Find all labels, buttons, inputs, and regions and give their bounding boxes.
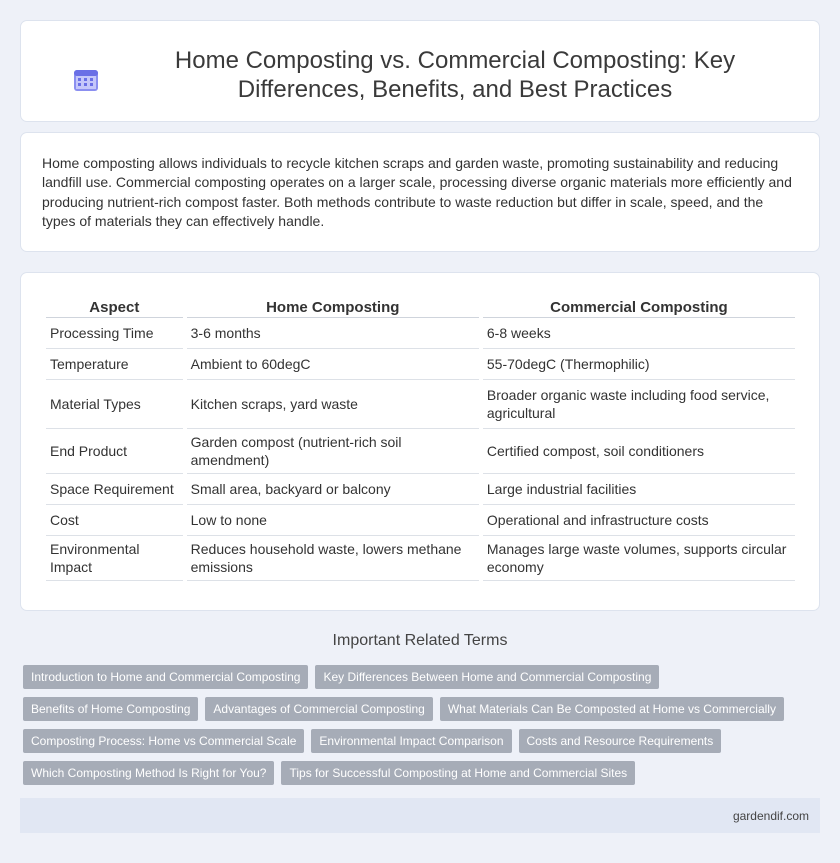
related-tags-row [23,665,659,689]
table-cell: Environmental Impact [46,536,183,581]
table-cell: Reduces household waste, lowers methane emissions [187,536,479,581]
table-cell: Ambient to 60degC [187,349,479,380]
table-cell: 55-70degC (Thermophilic) [483,349,795,380]
table-header-row [46,296,795,318]
related-terms-heading: Important Related Terms [332,632,508,649]
related-tag[interactable]: Tips for Successful Composting at Home and Commercial Sites [281,761,635,785]
related-tags-row [23,761,635,785]
table-cell: Material Types [46,380,183,429]
column-header-commercial: Commercial Composting [483,296,795,318]
related-tag[interactable]: Advantages of Commercial Composting [205,697,432,721]
related-tag[interactable]: What Materials Can Be Composted at Home vs Commercially [440,697,784,721]
related-tag[interactable]: Composting Process: Home vs Commercial Scale [23,729,304,753]
table-row [46,474,795,505]
comparison-card [20,272,820,611]
table-row [46,380,795,429]
related-tags-row [23,729,721,753]
table-cell: Temperature [46,349,183,380]
table-cell: Small area, backyard or balcony [187,474,479,505]
related-tag[interactable]: Introduction to Home and Commercial Composting [23,665,308,689]
table-cell: Manages large waste volumes, supports circular economy [483,536,795,581]
table-cell: 3-6 months [187,318,479,349]
footer [20,798,820,833]
table-cell: Operational and infrastructure costs [483,505,795,536]
table-cell: Kitchen scraps, yard waste [187,380,479,429]
page-title: Home Composting vs. Commercial Composting: Key Differences, Benefits, and Best Practices [174,47,736,103]
table-cell: Space Requirement [46,474,183,505]
table-cell: Certified compost, soil conditioners [483,429,795,474]
table-cell: Processing Time [46,318,183,349]
table-cell: Garden compost (nutrient-rich soil amendment) [187,429,479,474]
related-tag[interactable]: Which Composting Method Is Right for You? [23,761,274,785]
related-tag[interactable]: Costs and Resource Requirements [519,729,722,753]
column-header-home: Home Composting [187,296,479,318]
column-header-aspect: Aspect [46,296,183,318]
table-row [46,505,795,536]
summary-card [20,132,820,252]
table-row [46,429,795,474]
table-row [46,536,795,581]
table-row [46,349,795,380]
table-cell: Cost [46,505,183,536]
related-tag[interactable]: Key Differences Between Home and Commercial Composting [315,665,659,689]
table-cell: End Product [46,429,183,474]
table-row [46,318,795,349]
footer-site-link[interactable]: gardendif.com [732,809,809,823]
related-tags-row [23,697,784,721]
related-tag[interactable]: Benefits of Home Composting [23,697,198,721]
table-cell: Large industrial facilities [483,474,795,505]
table-cell: Low to none [187,505,479,536]
table-cell: Broader organic waste including food service, agricultural [483,380,795,429]
table-cell: 6-8 weeks [483,318,795,349]
summary-paragraph: Home composting allows individuals to recycle kitchen scraps and garden waste, promoting sustainability and reducing landfill use. Commercial composting operates on a larger scale, processing diverse organic materials more efficiently and producing nutrient-rich compost faster. Both methods contribute to waste reduction but differ in scale, speed, and the types of materials they can effectively handle. [42,155,792,229]
title-card [20,20,820,122]
related-tag[interactable]: Environmental Impact Comparison [311,729,511,753]
comparison-table [42,296,799,581]
